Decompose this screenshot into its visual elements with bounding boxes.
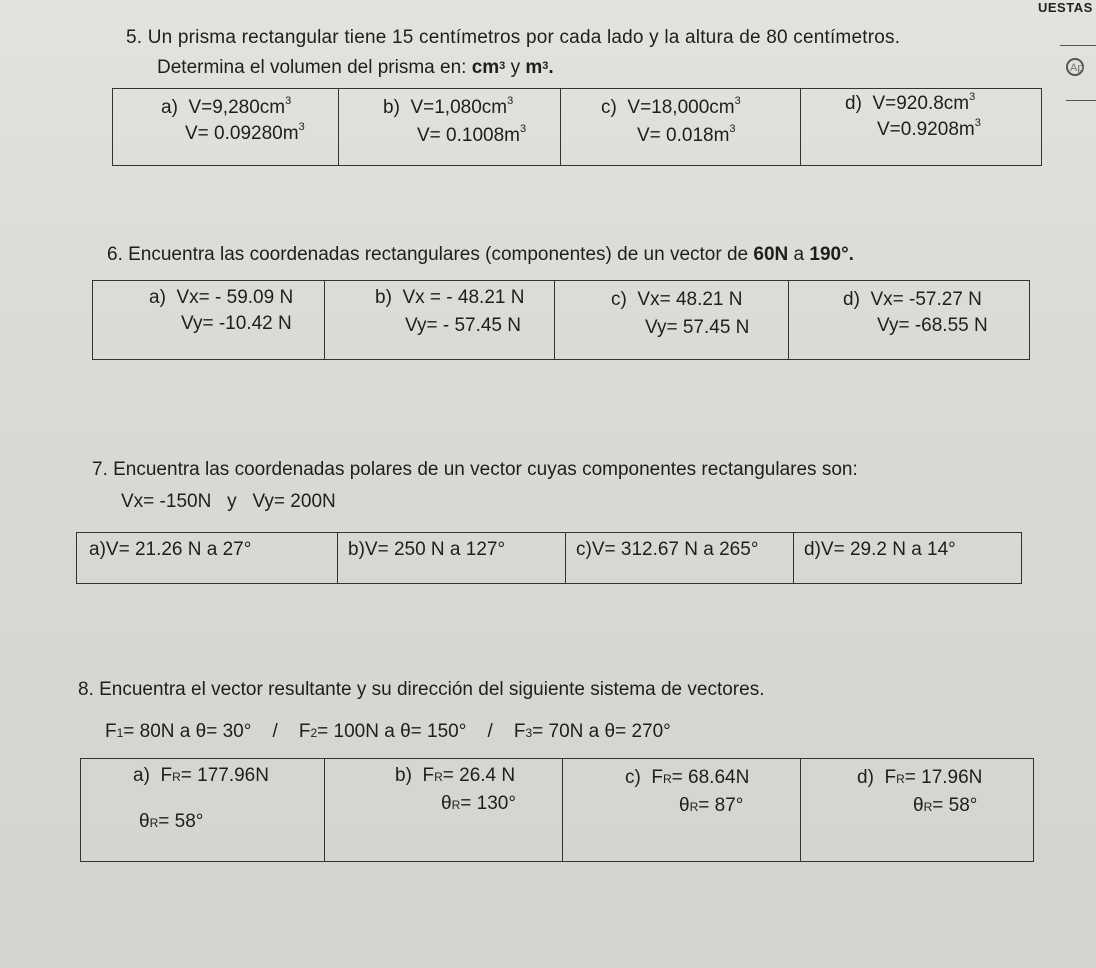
question-5-prompt: 5. Un prisma rectangular tiene 15 centímetros por cada lado y la altura de 80 centímetros. xyxy=(126,27,901,48)
resultant-value: = 177.96N xyxy=(180,765,269,786)
option-line-2: Vy= -10.42 N xyxy=(181,313,292,334)
magnitude-value: 60N xyxy=(753,244,789,265)
option-text: c)V= 312.67 N a 265° xyxy=(576,539,759,560)
question-7-prompt: 7. Encuentra las coordenadas polares de un vector cuyas componentes rectangulares son: xyxy=(92,459,858,480)
option-line-1: Vx= 48.21 N xyxy=(637,289,743,310)
option-b[interactable] xyxy=(325,281,555,359)
question-5-prompt-line2: Determina el volumen del prisma en: $cm^3$ y $m^3$. xyxy=(157,57,554,78)
angle-value: 190°. xyxy=(809,244,854,265)
resultant-angle: = 58° xyxy=(158,811,204,832)
question-5-options-table xyxy=(112,88,1042,166)
question-5-prompt-text: Determina el volumen del prisma en: xyxy=(157,57,472,78)
option-line-2: Vy= -68.55 N xyxy=(877,315,988,336)
option-a[interactable]: a) $V=9,280cm^3$ $V= 0.09280m^3$ xyxy=(113,89,339,165)
corner-heading-fragment: UESTAS xyxy=(1038,0,1093,15)
resultant-value: = 26.4 N xyxy=(442,765,516,786)
option-d[interactable]: d) FR= 17.96N θR= 58° xyxy=(857,767,983,816)
option-letter: d) xyxy=(843,289,860,310)
option-b[interactable]: b) FR= 26.4 N θR= 130° xyxy=(325,759,563,861)
resultant-value: = 68.64N xyxy=(671,767,750,788)
force-1: = 80N a θ= 30° xyxy=(123,721,252,742)
question-6-text: 6. Encuentra las coordenadas rectangulares (componentes) de un vector de xyxy=(107,244,754,265)
margin-line xyxy=(1060,45,1096,46)
option-line-1: V=1,080cm xyxy=(410,97,508,118)
prompt-period: . xyxy=(548,57,554,78)
margin-text-fragment: Ap xyxy=(1070,62,1084,74)
question-8-forces: F1= 80N a θ= 30° / F2= 100N a θ= 150° / F3= 70N a θ= 270° xyxy=(105,721,671,742)
unit-cm: cm xyxy=(471,57,500,78)
option-line-2: V=0.9208m xyxy=(877,119,975,140)
option-line-2: V= 0.018m xyxy=(637,125,730,146)
connector-text: a xyxy=(788,244,810,265)
force-2: = 100N a θ= 150° xyxy=(317,721,467,742)
option-c[interactable]: c) $V=18,000cm^3$ $V= 0.018m^3$ xyxy=(561,89,801,165)
margin-line-2 xyxy=(1066,100,1096,101)
option-d[interactable] xyxy=(789,281,1028,359)
separator: / xyxy=(272,721,278,742)
option-line-2: V= 0.1008m xyxy=(417,125,520,146)
resultant-value: = 17.96N xyxy=(904,767,983,788)
question-6-options-table xyxy=(92,280,1030,360)
option-b[interactable] xyxy=(338,533,566,583)
option-b[interactable]: b) $V=1,080cm^3$ $V= 0.1008m^3$ xyxy=(339,89,561,165)
option-letter: b) xyxy=(395,765,412,786)
option-letter: b) xyxy=(383,97,400,118)
unit-m: m xyxy=(525,57,543,78)
option-letter: a) xyxy=(149,287,166,308)
option-c[interactable]: c) FR= 68.64N θR= 87° xyxy=(563,759,801,861)
option-text: d)V= 29.2 N a 14° xyxy=(804,539,956,560)
option-a[interactable]: a) FR= 177.96N θR= 58° xyxy=(81,759,325,861)
resultant-angle: = 130° xyxy=(460,793,516,814)
separator: / xyxy=(487,721,493,742)
option-d[interactable]: d) $V=920.8cm^3$ $V=0.9208m^3$ xyxy=(845,91,981,140)
option-d[interactable] xyxy=(794,533,1020,583)
option-line-1: Vx= -57.27 N xyxy=(870,289,982,310)
option-line-1: Vx= - 59.09 N xyxy=(176,287,294,308)
force-3: = 70N a θ= 270° xyxy=(532,721,671,742)
question-7-options-table xyxy=(76,532,1022,584)
option-letter: d) xyxy=(857,767,874,788)
option-line-1: Vx = - 48.21 N xyxy=(402,287,525,308)
option-line-1: V=920.8cm xyxy=(872,93,970,114)
question-6-prompt xyxy=(107,243,854,267)
option-line-2: Vy= 57.45 N xyxy=(645,317,750,338)
option-a[interactable] xyxy=(77,533,338,583)
option-letter: c) xyxy=(601,97,617,118)
unit-conjunction: y xyxy=(505,57,526,78)
resultant-angle: = 87° xyxy=(698,795,744,816)
option-letter: a) xyxy=(161,97,178,118)
option-letter: a) xyxy=(133,765,150,786)
option-line-2: Vy= - 57.45 N xyxy=(405,315,521,336)
option-letter: c) xyxy=(625,767,641,788)
resultant-angle: = 58° xyxy=(932,795,978,816)
option-c[interactable] xyxy=(566,533,794,583)
option-line-2: V= 0.09280m xyxy=(185,123,299,144)
option-letter: b) xyxy=(375,287,392,308)
question-7-values: Vx= -150N y Vy= 200N xyxy=(121,491,336,512)
option-letter: c) xyxy=(611,289,627,310)
option-text: a)V= 21.26 N a 27° xyxy=(89,539,252,560)
option-line-1: V=9,280cm xyxy=(188,97,286,118)
option-letter: d) xyxy=(845,93,862,114)
question-8-options-table xyxy=(80,758,1034,862)
question-8-prompt: 8. Encuentra el vector resultante y su dirección del siguiente sistema de vectores. xyxy=(78,679,765,700)
option-a[interactable] xyxy=(93,281,325,359)
option-line-1: V=18,000cm xyxy=(627,97,735,118)
option-text: b)V= 250 N a 127° xyxy=(348,539,506,560)
option-c[interactable] xyxy=(555,281,789,359)
